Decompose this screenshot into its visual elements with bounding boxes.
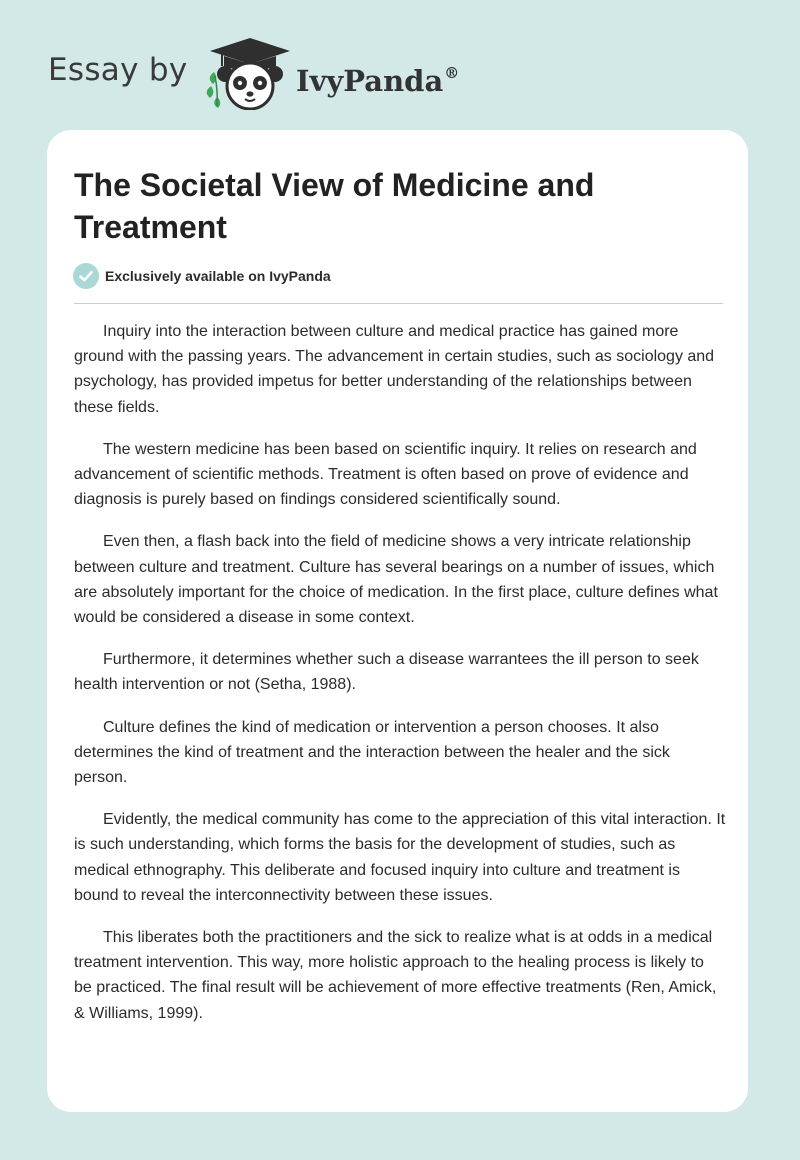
check-circle-icon: [73, 263, 99, 289]
essay-body: [74, 319, 726, 1043]
essay-paragraph-4: Furthermore, it determines whether such a disease warrantees the ill person to seek health intervention or not (Setha, 1988).: [74, 651, 699, 694]
essay-card: [47, 130, 748, 1112]
essay-paragraph-3: Even then, a flash back into the field of medicine shows a very intricate relationship between culture and treatment. Culture has several bearings on a number of issues, which are absolutely important for the choice of medication. In the first place, culture defines what would be considered a disease in some context.: [74, 533, 718, 627]
essay-title: The Societal View of Medicine and Treatment: [74, 167, 595, 245]
brand-name[interactable]: [296, 53, 459, 101]
essay-paragraph-7: This liberates both the practitioners and the sick to realize what is at odds in a medical treatment intervention. This way, more holistic approach to the healing process is likely to be practiced. The final result will be achievement of more effective treatments (Ren, Amick, & Williams, 1999).: [74, 929, 717, 1022]
brand-prefix: Essay by: [48, 52, 188, 88]
essay-paragraph-1: Inquiry into the interaction between culture and medical practice has gained more ground with the passing years. The advancement in certain studies, such as sociology and psychology, has provided impetus for better understanding of the relationships between these fields.: [74, 323, 715, 416]
site-header: [0, 0, 800, 130]
exclusive-badge: [73, 263, 331, 289]
title-divider: [74, 303, 723, 304]
brand-name-text: IvyPanda: [296, 64, 444, 98]
exclusive-badge-label: Exclusively available on IvyPanda: [105, 268, 331, 284]
essay-paragraph-6: Evidently, the medical community has come to the appreciation of this vital interaction. It is such understanding, which forms the basis for the development of studies, such as medical ethnography. This deliberate and focused inquiry into culture and treatment is bound to reveal the interconnectivity between these issues.: [74, 811, 726, 904]
registered-mark: ®: [444, 64, 460, 82]
essay-paragraph-5: Culture defines the kind of medication or intervention a person chooses. It also determines the kind of treatment and the interaction between the healer and the sick person.: [74, 718, 670, 787]
panda-graduate-logo-icon[interactable]: [200, 36, 292, 110]
essay-paragraph-2: The western medicine has been based on scientific inquiry. It relies on research and advancement of scientific methods. Treatment is often based on prove of evidence and diagnosis is purely based on findings considered scientifically sound.: [74, 440, 697, 509]
